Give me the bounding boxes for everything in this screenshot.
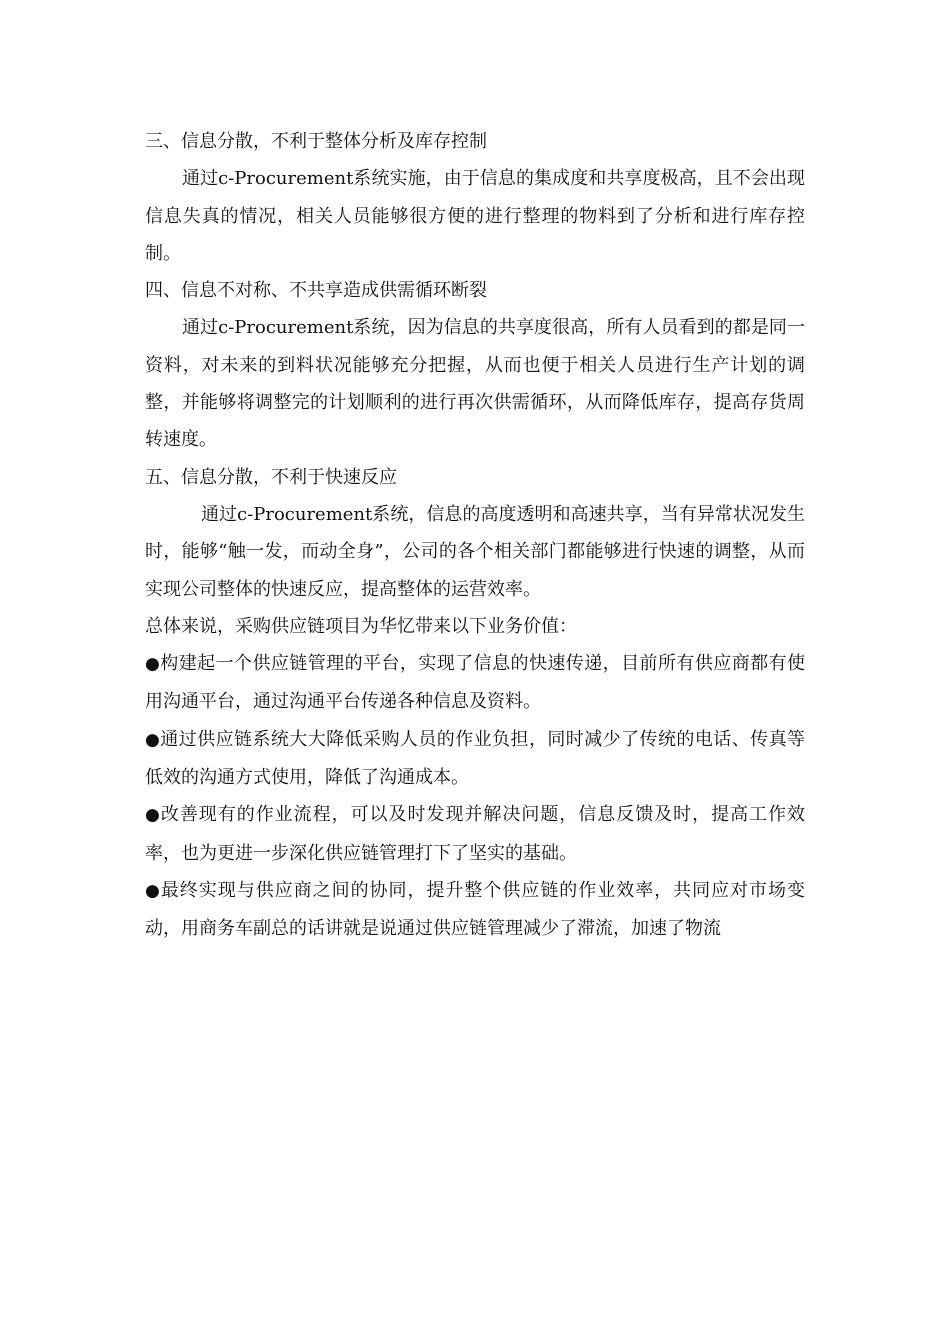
bullet-item-3 <box>145 796 805 872</box>
section-heading-4: 四、信息不对称、不共享造成供需循环断裂 <box>145 280 487 302</box>
bullet-text: 构建起一个供应链管理的平台，实现了信息的快速传递，目前所有供应商都有使用沟通平台，通过沟通平台传递各种信息及资料。 <box>145 653 806 713</box>
bullet-icon: ● <box>145 654 161 675</box>
bullet-item-1 <box>145 645 805 721</box>
bullet-text: 最终实现与供应商之间的协同，提升整个供应链的作业效率，共同应对市场变动，用商务车副总的话讲就是说通过供应链管理减少了滞流，加速了物流 <box>145 879 805 940</box>
section-heading-3: 三、信息分散，不利于整体分析及库存控制 <box>145 131 487 152</box>
document-body <box>145 123 805 948</box>
bullet-item-4 <box>145 872 805 948</box>
bullet-text: 通过供应链系统大大降低采购人员的作业负担，同时减少了传统的电话、传真等低效的沟通方式使用，降低了沟通成本。 <box>145 728 806 789</box>
bullet-text: 改善现有的作业流程，可以及时发现并解决问题，信息反馈及时，提高工作效率，也为更进一步深化供应链管理打下了坚实的基础。 <box>145 804 805 864</box>
bullet-icon: ● <box>145 729 161 750</box>
section-body-5: 通过c-Procurement系统，信息的高度透明和高速共享，当有异常状况发生时，能够“触一发，而动全身”，公司的各个相关部门都能够进行快速的调整，从而实现公司整体的快速反应，提高整体的运营效率。 <box>145 503 805 600</box>
section-body-3: 通过c-Procurement系统实施，由于信息的集成度和共享度极高，且不会出现信息失真的情况，相关人员能够很方便的进行整理的物料到了分析和进行库存控制。 <box>145 168 805 264</box>
bullet-icon: ● <box>145 805 161 826</box>
section-heading-5: 五、信息分散，不利于快速反应 <box>145 466 397 488</box>
bullet-icon: ● <box>145 880 161 901</box>
summary-intro: 总体来说，采购供应链项目为华忆带来以下业务价值： <box>145 615 577 637</box>
section-body-4: 通过c-Procurement系统，因为信息的共享度很高，所有人员看到的都是同一资料，对未来的到料状况能够充分把握，从而也便于相关人员进行生产计划的调整，并能够将调整完的计划顺利的进行再次供需循环，从而降低库存，提高存货周转速度。 <box>145 317 805 451</box>
bullet-item-2 <box>145 721 805 797</box>
